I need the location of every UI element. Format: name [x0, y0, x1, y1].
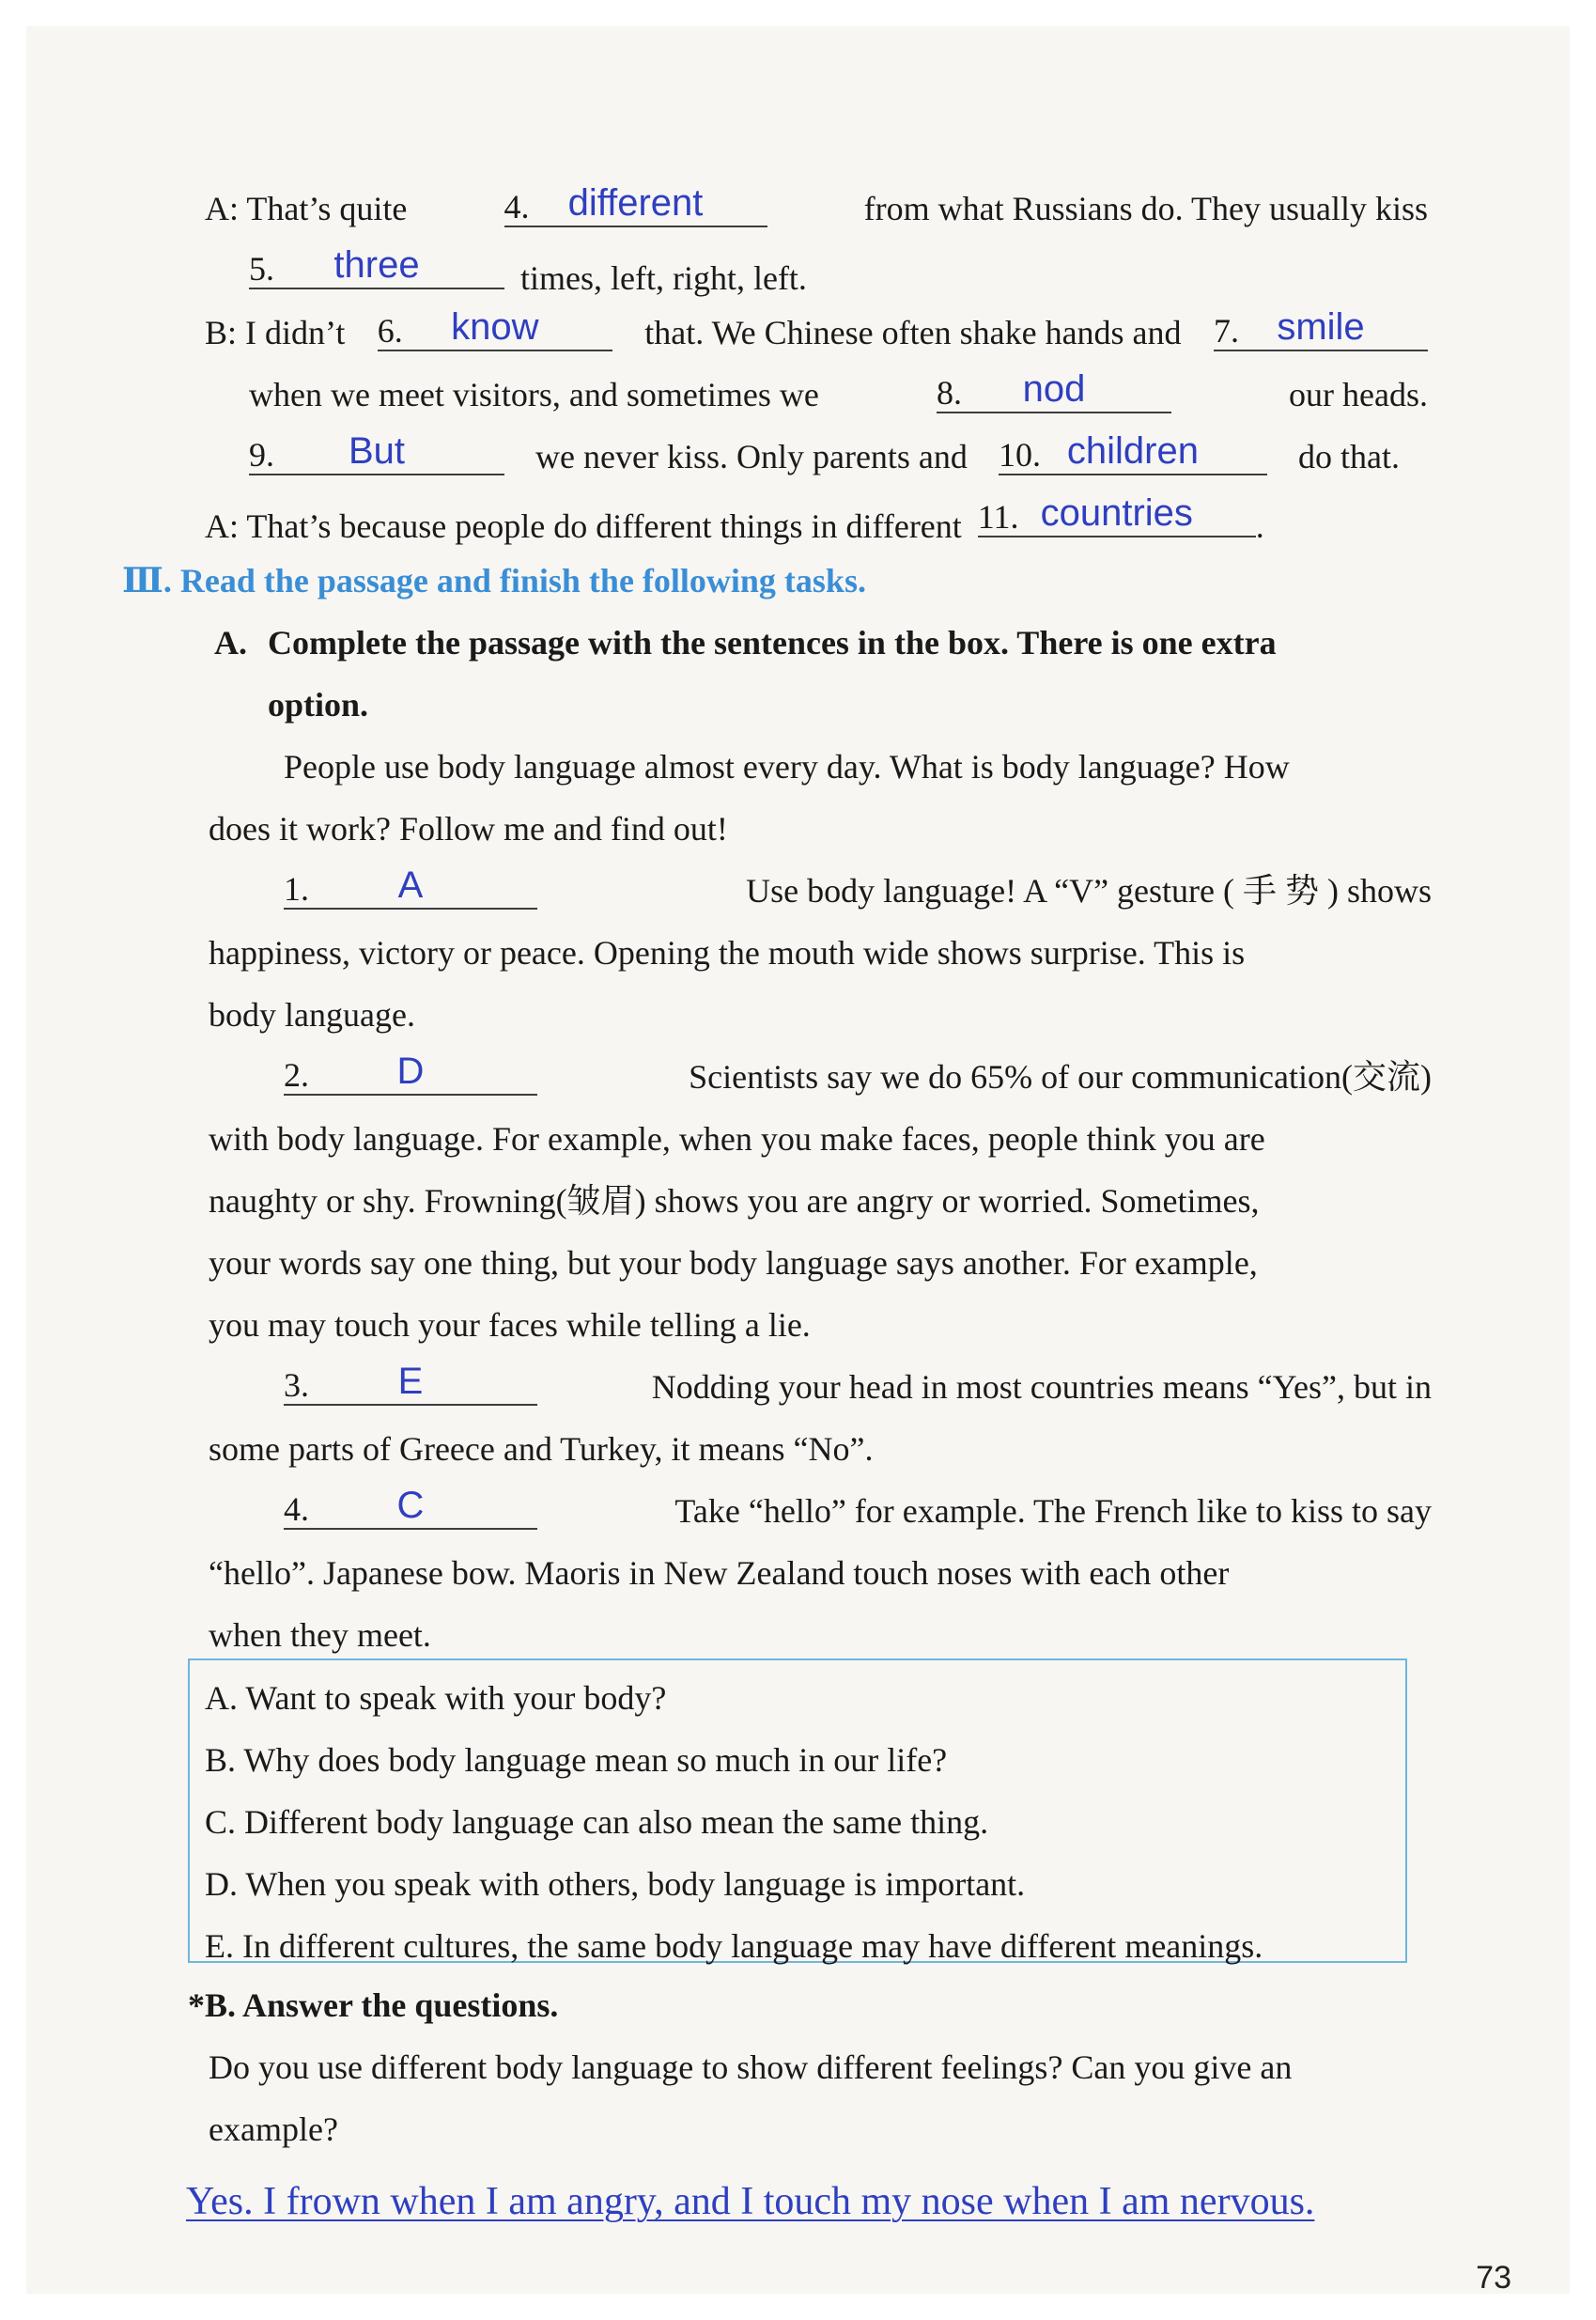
blank-11[interactable]: 11. countries [978, 498, 1256, 537]
passage-blank-4[interactable]: 4. C [284, 1490, 537, 1530]
passage-answer-4: C [396, 1485, 425, 1526]
blank-6[interactable]: 6. know [378, 312, 612, 351]
passage-p2-line-2: with body language. For example, when you make faces, people think you are [209, 1120, 1265, 1158]
blank-9[interactable]: 9. But [249, 436, 504, 475]
option-a: A. Want to speak with your body? [205, 1679, 667, 1717]
passage-p1-line-3: body language. [209, 996, 415, 1034]
passage-answer-1: A [397, 864, 424, 906]
passage-blank-3[interactable]: 3. E [284, 1366, 537, 1406]
option-e: E. In different cultures, the same body language may have different meanings. [205, 1927, 1263, 1965]
answer-8: nod [1022, 368, 1086, 410]
passage-p3-line-2: some parts of Greece and Turkey, it means “No”. [209, 1430, 874, 1468]
answer-7: smile [1277, 306, 1365, 348]
answer-6: know [451, 306, 539, 348]
section-heading: Ⅲ. Read the passage and finish the following tasks. [122, 562, 866, 599]
dialogue-line-1: A: That’s quite 4. different from what Russians do. They usually kiss [205, 182, 1428, 227]
passage-p4-line-3: when they meet. [209, 1616, 431, 1654]
blank-10[interactable]: 10. children [999, 436, 1267, 475]
answer-10: children [1066, 430, 1199, 472]
part-b-question-2: example? [209, 2110, 338, 2148]
blank-5[interactable]: 5. three [249, 250, 504, 289]
passage-p1-line-1: 1. A Use body language! A “V” gesture ( 手 势 ) shows [284, 864, 1432, 910]
passage-blank-1[interactable]: 1. A [284, 870, 537, 910]
part-a-label: A. [214, 624, 247, 662]
passage-p2-line-3: naughty or shy. Frowning(皱眉) shows you are angry or worried. Sometimes, [209, 1182, 1260, 1220]
dialogue-line-2: 5. three times, left, right, left. [249, 244, 807, 297]
passage-p4-line-2: “hello”. Japanese bow. Maoris in New Zealand touch noses with each other [209, 1554, 1230, 1592]
passage-intro-2: does it work? Follow me and find out! [209, 810, 728, 848]
part-b-answer: Yes. I frown when I am angry, and I touch my nose when I am nervous. [186, 2180, 1315, 2223]
dialogue-line-4: when we meet visitors, and sometimes we 8. nod our heads. [249, 368, 1428, 413]
passage-p2-line-4: your words say one thing, but your body language says another. For example, [209, 1244, 1258, 1282]
passage-intro-1: People use body language almost every day. What is body language? How [284, 748, 1290, 786]
passage-p2-line-5: you may touch your faces while telling a lie. [209, 1306, 811, 1344]
blank-8[interactable]: 8. nod [937, 374, 1171, 413]
dialogue-line-5: 9. But we never kiss. Only parents and 10. children do that. [249, 430, 1400, 475]
answer-4: different [567, 182, 704, 224]
answer-9: But [348, 430, 406, 472]
page-number: 73 [1476, 2260, 1511, 2296]
answer-5: three [333, 244, 420, 286]
part-b-question-1: Do you use different body language to show different feelings? Can you give an [209, 2048, 1293, 2086]
answer-11: countries [1040, 492, 1193, 534]
passage-answer-3: E [397, 1361, 424, 1402]
option-c: C. Different body language can also mean the same thing. [205, 1803, 989, 1841]
dialogue-line-3: B: I didn’t 6. know that. We Chinese often shake hands and 7. smile [205, 312, 1428, 353]
passage-answer-2: D [396, 1051, 425, 1092]
passage-p3-line-1: 3. E Nodding your head in most countries means “Yes”, but in [284, 1361, 1432, 1406]
option-b: B. Why does body language mean so much in our life? [205, 1741, 948, 1779]
option-d: D. When you speak with others, body language is important. [205, 1865, 1026, 1903]
dialogue-line-6: A: That’s because people do different things in different 11. countries . [205, 492, 1264, 545]
passage-p4-line-1: 4. C Take “hello” for example. The French like to kiss to say [284, 1485, 1432, 1530]
passage-blank-2[interactable]: 2. D [284, 1056, 537, 1096]
passage-p1-line-2: happiness, victory or peace. Opening the mouth wide shows surprise. This is [209, 934, 1246, 972]
blank-7[interactable]: 7. smile [1214, 312, 1428, 351]
passage-p2-line-1: 2. D Scientists say we do 65% of our communication(交流) [284, 1051, 1432, 1096]
part-a-instruction-2: option. [268, 686, 369, 724]
part-b-label: *B. Answer the questions. [188, 1986, 559, 2024]
blank-4[interactable]: 4. different [504, 188, 767, 227]
options-box [188, 1658, 1407, 1963]
part-a-instruction-1: Complete the passage with the sentences in the box. There is one extra [268, 624, 1277, 662]
